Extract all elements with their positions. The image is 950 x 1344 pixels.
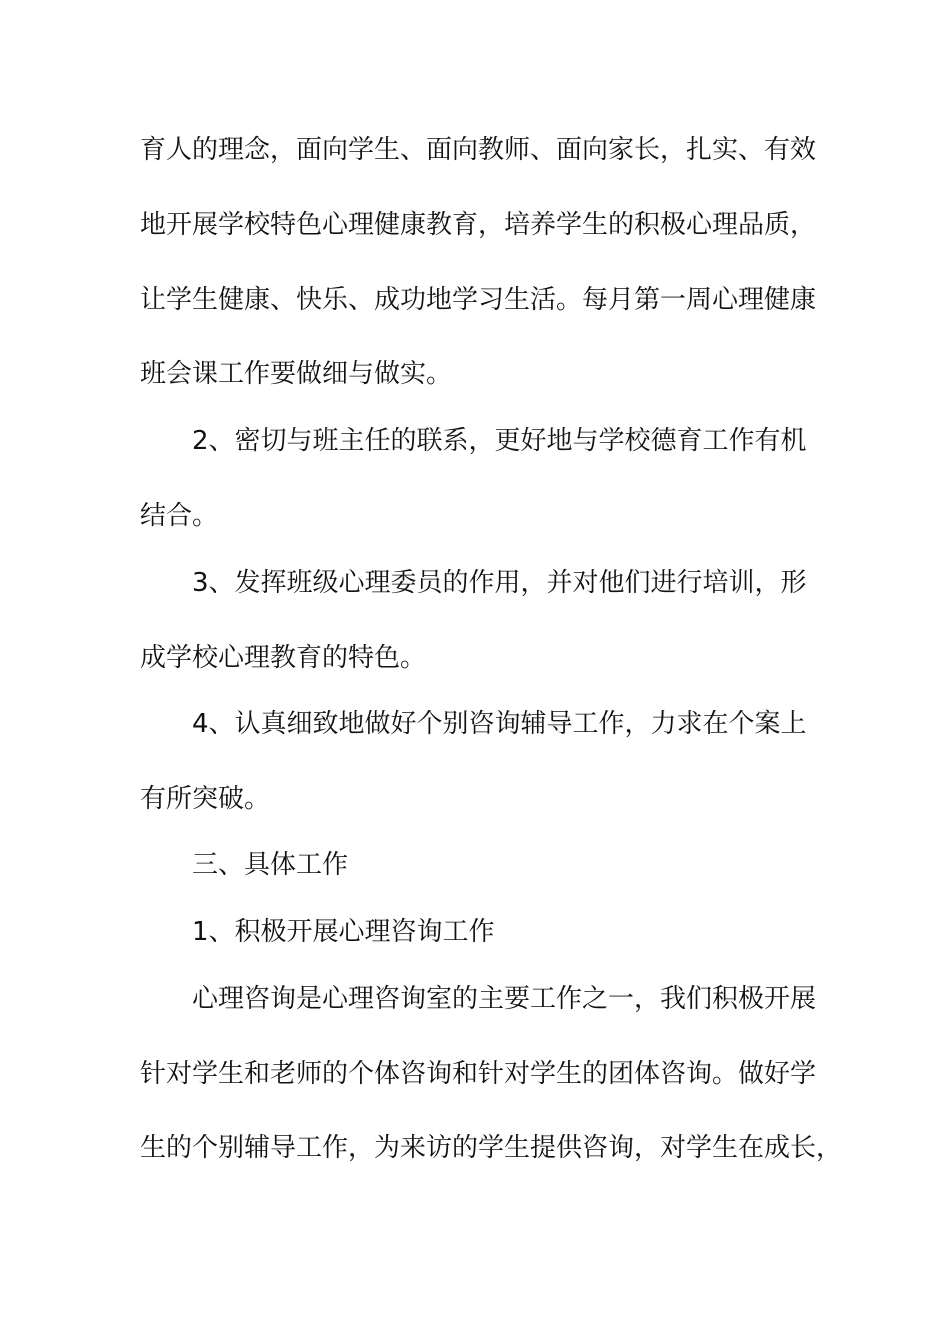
text-line: 班会课工作要做细与做实。 bbox=[140, 359, 453, 389]
text-line: 结合。 bbox=[140, 501, 219, 531]
text-line: 生的个别辅导工作，为来访的学生提供咨询，对学生在成长， bbox=[140, 1133, 843, 1163]
text-line: 地开展学校特色心理健康教育，培养学生的积极心理品质， bbox=[140, 210, 817, 240]
text-line: 有所突破。 bbox=[140, 784, 271, 814]
text-line: 3、发挥班级心理委员的作用，并对他们进行培训，形 bbox=[192, 568, 807, 598]
text-line: 2、密切与班主任的联系，更好地与学校德育工作有机 bbox=[192, 426, 807, 456]
text-line: 针对学生和老师的个体咨询和针对学生的团体咨询。做好学 bbox=[140, 1059, 817, 1089]
subsection-heading: 1、积极开展心理咨询工作 bbox=[192, 917, 495, 947]
text-line: 成学校心理教育的特色。 bbox=[140, 643, 427, 673]
text-line: 4、认真细致地做好个别咨询辅导工作，力求在个案上 bbox=[192, 709, 807, 739]
text-line: 育人的理念，面向学生、面向教师、面向家长，扎实、有效 bbox=[140, 135, 817, 165]
text-line: 心理咨询是心理咨询室的主要工作之一，我们积极开展 bbox=[192, 984, 817, 1014]
section-heading: 三、具体工作 bbox=[192, 850, 349, 880]
text-line: 让学生健康、快乐、成功地学习生活。每月第一周心理健康 bbox=[140, 285, 817, 315]
